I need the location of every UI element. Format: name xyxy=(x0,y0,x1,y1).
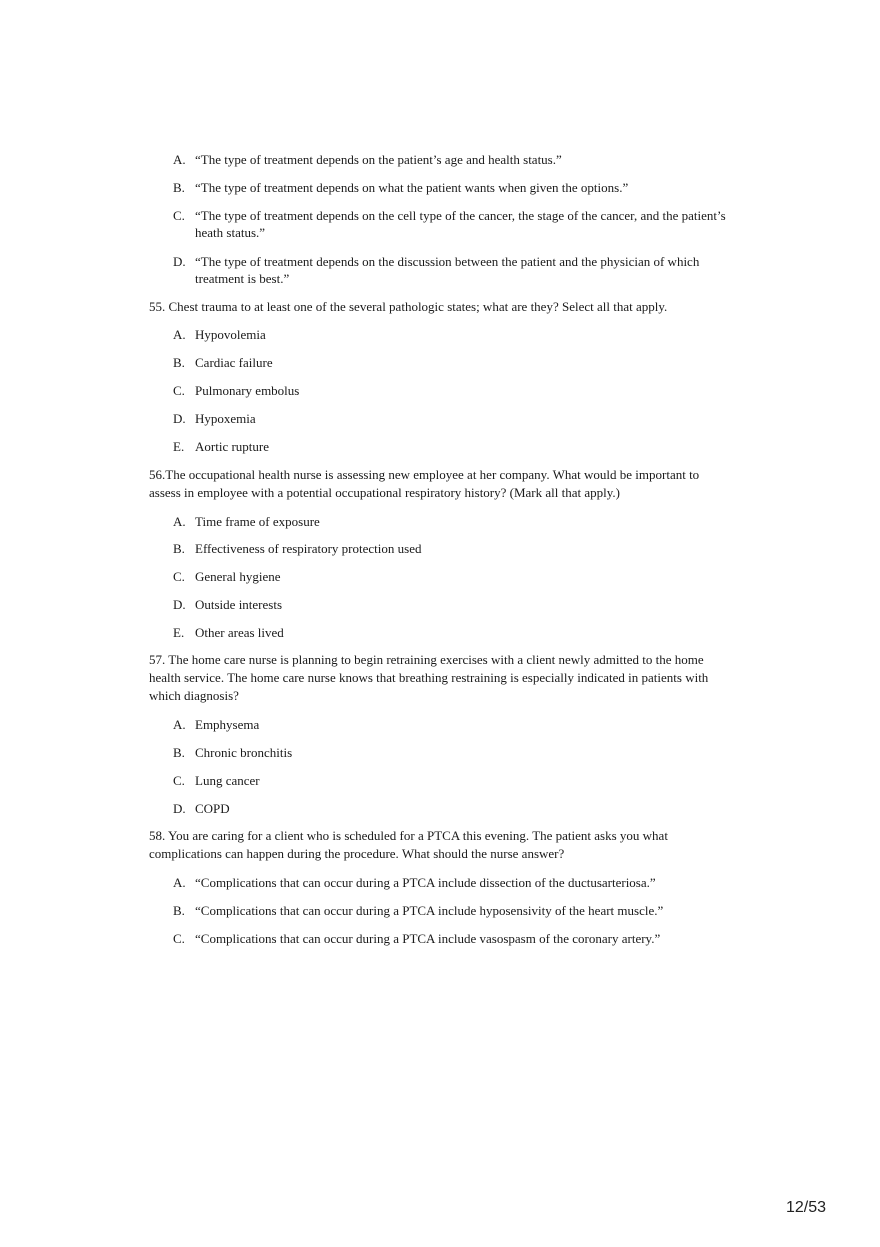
page-number: 12/53 xyxy=(786,1199,827,1216)
option-text: “Complications that can occur during a PTCA include hyposensivity of the heart muscle.” xyxy=(195,903,664,918)
q55-option-d xyxy=(173,410,733,427)
option-text: Hypoxemia xyxy=(195,411,256,426)
option-letter: B. xyxy=(173,355,185,370)
q55-option-b xyxy=(173,354,733,371)
q57-option-c xyxy=(173,772,733,789)
question-58: 58. You are caring for a client who is scheduled for a PTCA this evening. The patient asks you what complications can happen during the procedure. What should the nurse answer? xyxy=(149,828,668,861)
question-56: 56.The occupational health nurse is assessing new employee at her company. What would be important to assess in employee with a potential occupational respiratory history? (Mark all that apply.) xyxy=(149,467,700,500)
option-letter: D. xyxy=(173,411,186,426)
q58-option-a xyxy=(173,874,733,891)
q54-option-b xyxy=(173,179,733,196)
option-letter: C. xyxy=(173,931,185,946)
option-letter: C. xyxy=(173,208,185,223)
option-text: Lung cancer xyxy=(195,773,260,788)
option-text: Outside interests xyxy=(195,597,283,612)
option-text: Effectiveness of respiratory protection used xyxy=(195,541,422,556)
q55-option-a xyxy=(173,326,733,343)
q58-option-c xyxy=(173,930,733,947)
option-text: Aortic rupture xyxy=(195,439,270,454)
option-letter: E. xyxy=(173,439,185,454)
question-55: 55. Chest trauma to at least one of the several pathologic states; what are they? Select all that apply. xyxy=(149,299,668,314)
q57-option-d xyxy=(173,800,733,817)
option-letter: A. xyxy=(173,514,186,529)
option-letter: B. xyxy=(173,903,185,918)
q56-option-c xyxy=(173,568,733,585)
option-text: Other areas lived xyxy=(195,625,284,640)
option-text: “Complications that can occur during a PTCA include vasospasm of the coronary artery.” xyxy=(195,931,661,946)
question-57: 57. The home care nurse is planning to begin retraining exercises with a client newly admitted to the home health service. The home care nurse knows that breathing restraining is especially indicated in patients with which diagnosis? xyxy=(149,652,709,703)
q56-option-e xyxy=(173,624,733,641)
q55-option-e xyxy=(173,438,733,455)
option-text: Chronic bronchitis xyxy=(195,745,293,760)
option-text: Time frame of exposure xyxy=(195,514,320,529)
option-letter: B. xyxy=(173,745,185,760)
option-letter: A. xyxy=(173,327,186,342)
option-letter: C. xyxy=(173,773,185,788)
option-text: Cardiac failure xyxy=(195,355,273,370)
option-text: Pulmonary embolus xyxy=(195,383,300,398)
q55-option-c xyxy=(173,382,733,399)
option-letter: B. xyxy=(173,541,185,556)
option-letter: D. xyxy=(173,801,186,816)
option-letter: E. xyxy=(173,625,185,640)
option-text: General hygiene xyxy=(195,569,281,584)
option-letter: D. xyxy=(173,597,186,612)
option-letter: C. xyxy=(173,383,185,398)
q56-option-d xyxy=(173,596,733,613)
option-letter: A. xyxy=(173,875,186,890)
option-letter: A. xyxy=(173,717,186,732)
option-text: “The type of treatment depends on the discussion between the patient and the physician of which treatment is best.” xyxy=(195,254,700,286)
option-text: Hypovolemia xyxy=(195,327,266,342)
q57-option-b xyxy=(173,744,733,761)
option-text: “The type of treatment depends on the cell type of the cancer, the stage of the cancer, and the patient’s heath status.” xyxy=(195,208,726,240)
q56-option-b xyxy=(173,540,733,557)
option-text: COPD xyxy=(195,801,230,816)
option-text: “The type of treatment depends on the patient’s age and health status.” xyxy=(195,152,562,167)
option-letter: B. xyxy=(173,180,185,195)
option-letter: A. xyxy=(173,152,186,167)
q54-option-a xyxy=(173,151,733,168)
q57-option-a xyxy=(173,716,733,733)
option-letter: C. xyxy=(173,569,185,584)
q56-option-a xyxy=(173,513,733,530)
q58-option-b xyxy=(173,902,733,919)
q54-option-d xyxy=(173,253,733,287)
option-text: “The type of treatment depends on what the patient wants when given the options.” xyxy=(195,180,629,195)
option-text: “Complications that can occur during a PTCA include dissection of the ductusarteriosa.” xyxy=(195,875,656,890)
q54-option-c xyxy=(173,207,733,241)
option-letter: D. xyxy=(173,254,186,269)
option-text: Emphysema xyxy=(195,717,260,732)
